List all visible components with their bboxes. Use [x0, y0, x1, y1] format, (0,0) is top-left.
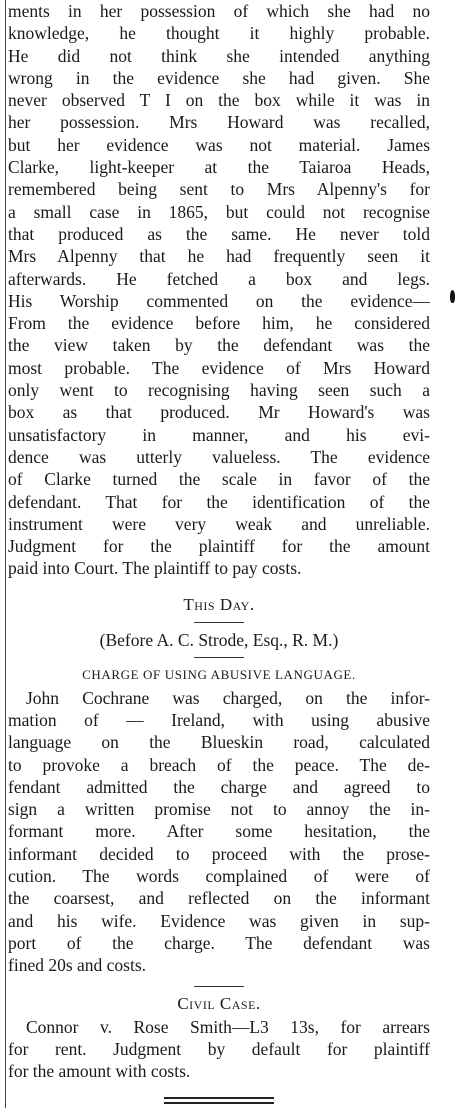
text-line: only went to recognising having seen such a: [8, 380, 430, 401]
case-heading: CHARGE OF USING ABUSIVE LANGUAGE.: [82, 667, 356, 683]
text-line: a small case in 1865, but could not recognise: [8, 201, 430, 222]
text-line: but her evidence was not material. James: [8, 134, 430, 155]
text-line: remembered being sent to Mrs Alpenny's for: [8, 179, 430, 200]
text-line: for the amount with costs.: [8, 1061, 191, 1082]
text-line: paid into Court. The plaintiff to pay costs.: [8, 558, 302, 579]
text-line: afterwards. He fetched a box and legs.: [8, 268, 430, 289]
text-line: port of the charge. The defendant was: [8, 932, 430, 953]
text-line: dence was utterly valueless. The evidence: [8, 446, 430, 467]
section-heading-this-day: This Day.: [183, 594, 255, 614]
text-line: Clarke, light-keeper at the Taiaroa Heads,: [8, 157, 430, 178]
text-line: John Cochrane was charged, on the infor-: [26, 687, 430, 708]
text-line: formant more. After some hesitation, the: [8, 821, 430, 842]
divider: [194, 986, 244, 987]
text-line: box as that produced. Mr Howard's was: [8, 402, 430, 423]
text-line: and his wife. Evidence was given in sup-: [8, 910, 430, 931]
text-line: her possession. Mrs Howard was recalled,: [8, 112, 430, 133]
magistrate-line: (Before A. C. Strode, Esq., R. M.): [99, 630, 339, 651]
text-line: fendant admitted the charge and agreed to: [8, 776, 430, 797]
text-line: ments in her possession of which she had no: [8, 1, 430, 21]
text-line: instrument were very weak and unreliable.: [8, 513, 430, 534]
text-line: knowledge, he thought it highly probable.: [8, 23, 430, 44]
divider: [194, 657, 244, 658]
text-line: wrong in the evidence she had given. She: [8, 67, 430, 88]
text-line: His Worship commented on the evidence—: [8, 290, 430, 311]
end-rule: [164, 1097, 274, 1104]
text-line: informant decided to proceed with the prose-: [8, 843, 430, 864]
text-line: unsatisfactory in manner, and his evi-: [8, 424, 430, 445]
text-line: sign a written promise not to annoy the in-: [8, 799, 430, 820]
text-line: Judgment for the plaintiff for the amount: [8, 536, 430, 557]
text-line: the view taken by the defendant was the: [8, 335, 430, 356]
text-line: mation of — Ireland, with using abusive: [8, 709, 430, 730]
text-line: the coarsest, and reflected on the informant: [8, 888, 430, 909]
text-line: Connor v. Rose Smith—L3 13s, for arrears: [26, 1016, 430, 1037]
text-line: fined 20s and costs.: [8, 955, 147, 976]
ink-blot-mark: [450, 290, 455, 303]
text-line: cution. The words complained of were of: [8, 865, 430, 886]
text-line: of Clarke turned the scale in favor of the: [8, 469, 430, 490]
paragraph-judgment: [8, 0, 430, 580]
text-line: Mrs Alpenny that he had frequently seen it: [8, 246, 430, 267]
newspaper-column: [8, 0, 430, 1104]
text-line: He did not think she intended anything: [8, 45, 430, 66]
text-line: never observed T I on the box while it was in: [8, 90, 430, 111]
paragraph-charge: [8, 687, 430, 977]
divider: [194, 622, 244, 623]
column-rule: [5, 0, 6, 1108]
text-line: defendant. That for the identification of the: [8, 491, 430, 512]
text-line: to provoke a breach of the peace. The de-: [8, 754, 430, 775]
section-heading-civil-case: Civil Case.: [177, 994, 261, 1014]
paragraph-civil: [8, 1016, 430, 1083]
text-line: From the evidence before him, he considered: [8, 313, 430, 334]
text-line: most probable. The evidence of Mrs Howard: [8, 357, 430, 378]
text-line: language on the Blueskin road, calculated: [8, 732, 430, 753]
text-line: that produced as the same. He never told: [8, 223, 430, 244]
text-line: for rent. Judgment by default for plaintiff: [8, 1039, 430, 1060]
